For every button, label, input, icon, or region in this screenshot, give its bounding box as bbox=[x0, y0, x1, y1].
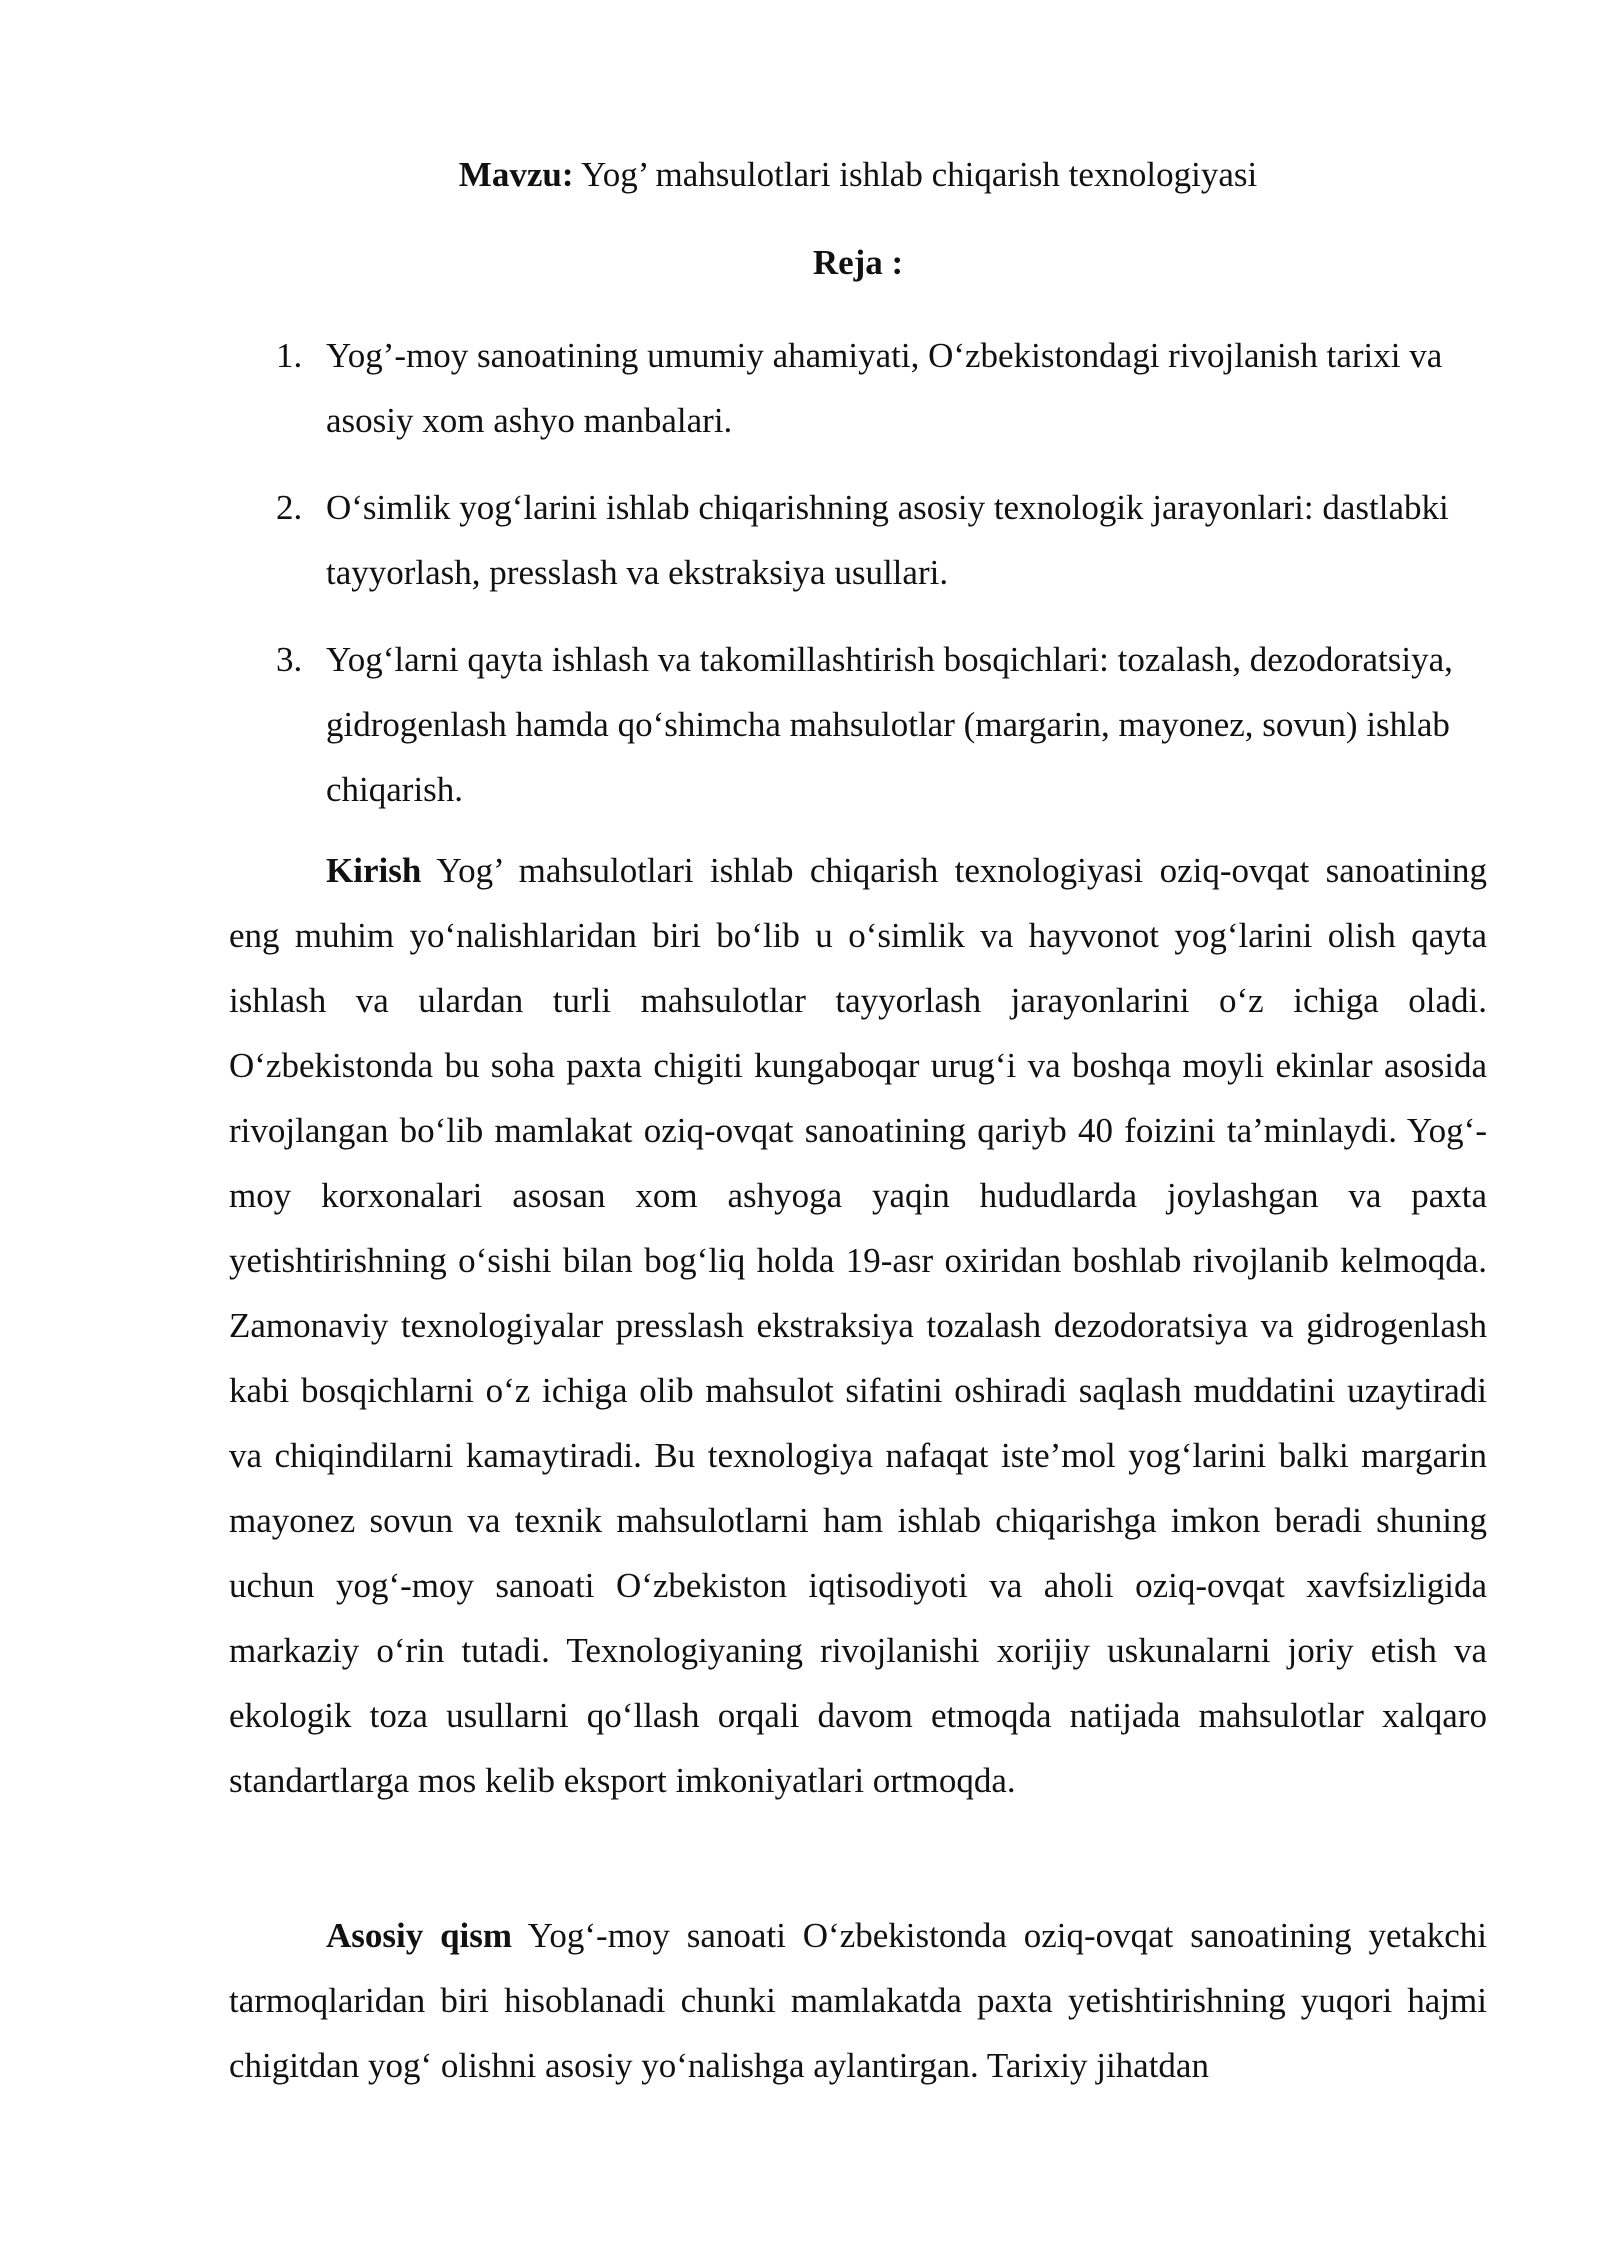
plan-item-number: 2. bbox=[276, 488, 303, 527]
intro-text: Yog’ mahsulotlari ishlab chiqarish texnologiyasi oziq-ovqat sanoatining eng muhim yo‘nalishlaridan biri bo‘lib u o‘simlik va hayvonot yog‘larini olish qayta ishlash va ulardan turli mahsulotlar tayyorlash jarayonlarini o‘z ichiga oladi. O‘zbekistonda bu soha paxta chigiti kungaboqar urug‘i va boshqa moyli ekinlar asosida rivojlangan bo‘lib mamlakat oziq-ovqat sanoatining qariyb 40 foizini ta’minlaydi. Yog‘-moy korxonalari asosan xom ashyoga yaqin hududlarda joylashgan va paxta yetishtirishning o‘sishi bilan bog‘liq holda 19-asr oxiridan boshlab rivojlanib kelmoqda. Zamonaviy texnologiyalar presslash ekstraksiya tozalash dezodoratsiya va gidrogenlash kabi bosqichlarni o‘z ichiga olib mahsulot sifatini oshiradi saqlash muddatini uzaytiradi va chiqindilarni kamaytiradi. Bu texnologiya nafaqat iste’mol yog‘larini balki margarin mayonez sovun va texnik mahsulotlarni ham ishlab chiqarishga imkon beradi shuning uchun yog‘-moy sanoati O‘zbekiston iqtisodiyoti va aholi oziq-ovqat xavfsizligida markaziy o‘rin tutadi. Texnologiyaning rivojlanishi xorijiy uskunalarni joriy etish va ekologik toza usullarni qo‘llash orqali davom etmoqda natijada mahsulotlar xalqaro standartlarga mos kelib eksport imkoniyatlari ortmoqda. bbox=[229, 851, 1487, 1800]
title-label: Mavzu: bbox=[458, 155, 574, 194]
intro-paragraph bbox=[229, 838, 1487, 1813]
plan-item-text: Yog’-moy sanoatining umumiy ahamiyati, O‘zbekistondagi rivojlanish tarixi va asosiy xom ashyo manbalari. bbox=[326, 336, 1443, 440]
plan-item-text: O‘simlik yog‘larini ishlab chiqarishning asosiy texnologik jarayonlari: dastlabki tayyorlash, presslash va ekstraksiya usullari. bbox=[326, 488, 1449, 592]
plan-list bbox=[229, 323, 1487, 844]
main-part-heading: Asosiy qism bbox=[326, 1916, 513, 1955]
main-part-paragraph bbox=[229, 1903, 1487, 2098]
plan-item-2 bbox=[229, 475, 1487, 605]
plan-item-3 bbox=[229, 627, 1487, 822]
page-title bbox=[229, 150, 1487, 200]
plan-item-number: 3. bbox=[276, 640, 303, 679]
intro-heading: Kirish bbox=[326, 851, 422, 890]
plan-item-text: Yog‘larni qayta ishlash va takomillashtirish bosqichlari: tozalash, dezodoratsiya, gidrogenlash hamda qo‘shimcha mahsulotlar (margarin, mayonez, sovun) ishlab chiqarish. bbox=[326, 640, 1453, 809]
plan-heading: Reja : bbox=[812, 243, 904, 282]
title-text: Yog’ mahsulotlari ishlab chiqarish texnologiyasi bbox=[580, 155, 1258, 194]
plan-item-number: 1. bbox=[276, 336, 303, 375]
document-page bbox=[229, 0, 1487, 2262]
plan-item-1 bbox=[229, 323, 1487, 453]
main-part-text: Yog‘-moy sanoati O‘zbekistonda oziq-ovqat sanoatining yetakchi tarmoqlaridan biri hisoblanadi chunki mamlakatda paxta yetishtirishning yuqori hajmi chigitdan yog‘ olishni asosiy yo‘nalishga aylantirgan. Tarixiy jihatdan bbox=[229, 1916, 1488, 2085]
